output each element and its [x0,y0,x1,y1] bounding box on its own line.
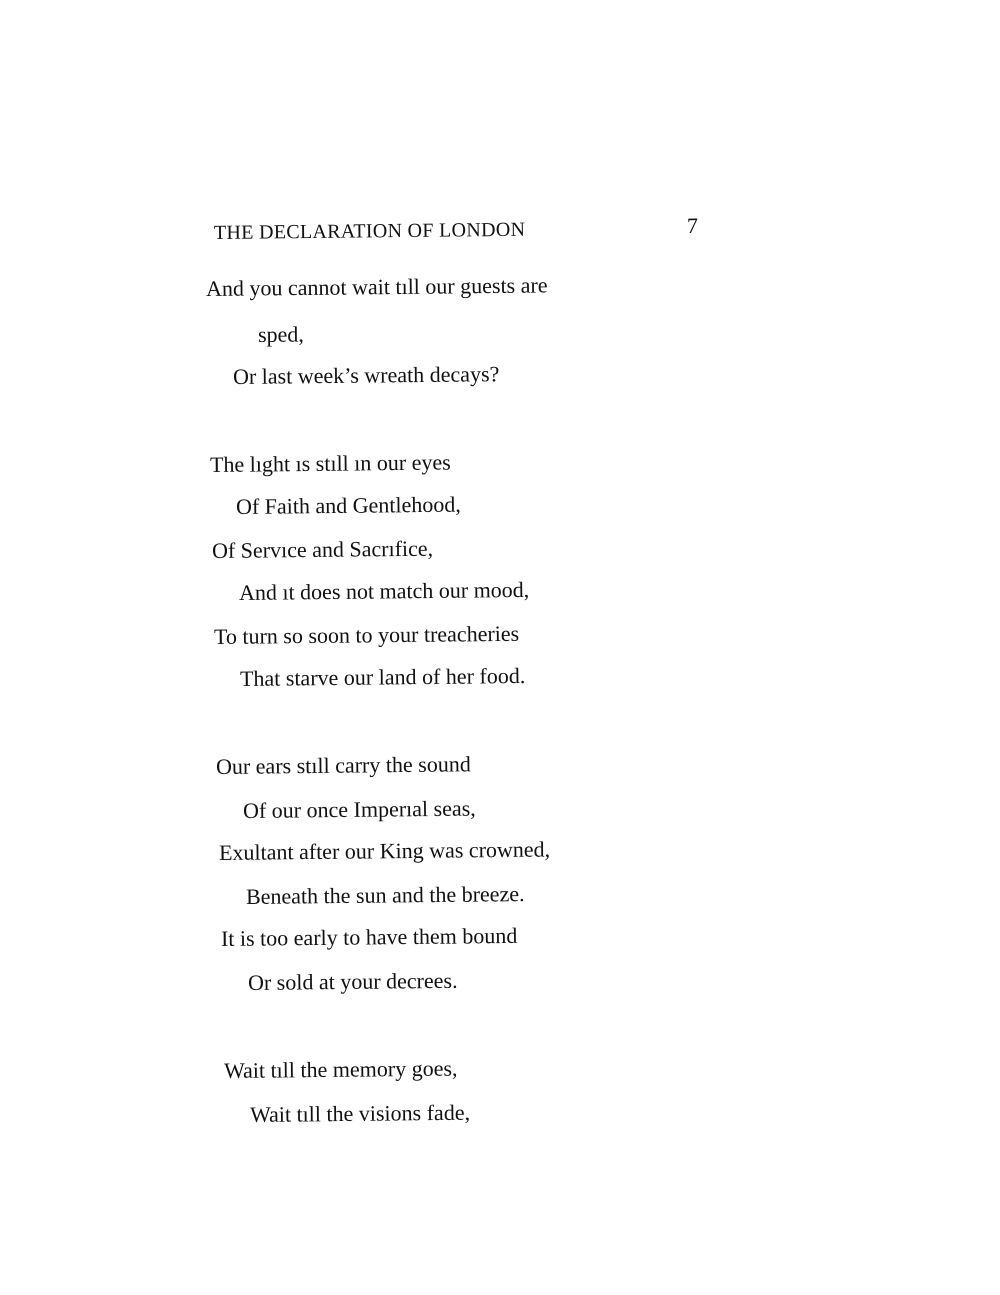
poem-line: Our ears stıll carry the sound [215,751,471,779]
poem-line: That starve our land of her food. [239,663,526,691]
page-number: 7 [686,212,699,239]
poem-line: To turn so soon to your treacheries [213,620,520,649]
poem-line: Beneath the sun and the breeze. [245,881,525,909]
poem-line: It is too early to have them bound [220,922,518,951]
poem-line: Of Faith and Gentlehood, [235,491,461,519]
poem-line: Of our once Imperıal seas, [242,795,476,823]
poem-line: Or last week’s wreath decays? [232,361,500,389]
poem-line: Or sold at your decrees. [247,967,458,995]
poem-line: sped, [257,321,304,347]
poem-line: Exultant after our King was crowned, [218,836,551,865]
poem-line: Wait tıll the visions fade, [249,1099,471,1127]
poem-line: The lıght ıs stıll ın our eyes [209,449,451,477]
poem-line: And ıt does not match our mood, [238,576,530,605]
running-title: THE DECLARATION OF LONDON [213,218,526,244]
poem-line: And you cannot wait tıll our guests are [205,272,548,301]
poem-line: Wait tıll the memory goes, [223,1055,458,1083]
poem-line: Of Servıce and Sacrıfice, [211,535,434,563]
